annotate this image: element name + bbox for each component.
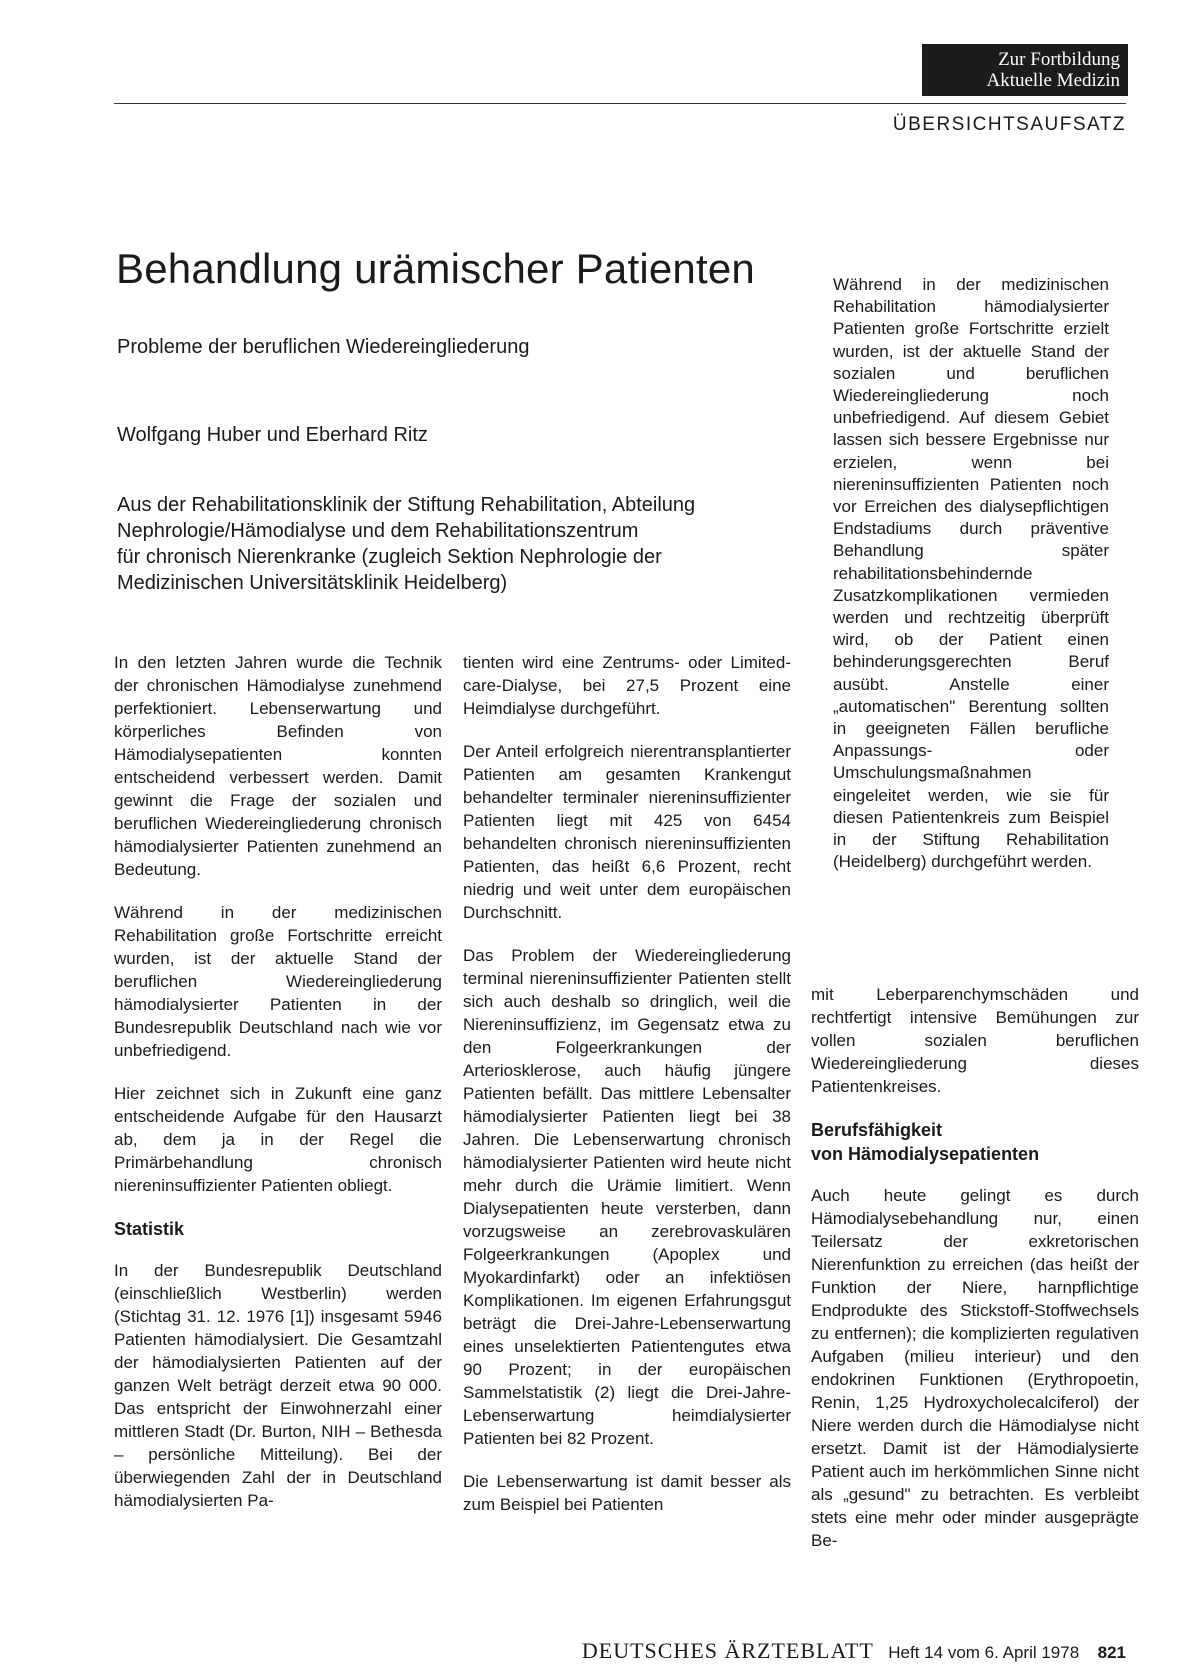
affiliation-line: für chronisch Nierenkranke (zugleich Sektion Nephrologie der [117, 546, 662, 568]
paragraph: Das Problem der Wiedereingliederung terminal niereninsuffizienter Patienten stellt sich auch deshalb so dringlich, weil die Niereninsuffizienz, im Gegensatz etwa zu den Folgeerkrankungen der Arteriosklerose, auch häufig jüngere Patienten befällt. Das mittlere Lebensalter hämodialysierter Patienten liegt bei 38 Jahren. Die Lebenserwartung chronisch hämodialysierter Patienten wird heute nicht mehr durch die Urämie limitiert. Wenn Dialysepatienten heute versterben, dann vorzugsweise an zerebrovaskulären Folgeerkrankungen (Apoplex und Myokardinfarkt) oder an infektiösen Komplikationen. Im eigenen Erfahrungsgut beträgt die Drei-Jahre-Lebenserwartung eines unselektierten Patientengutes etwa 90 Prozent; in der europäischen Sammelstatistik (2) liegt die Drei-Jahre-Lebenserwartung heimdialysierter Patienten bei 82 Prozent. [463, 946, 791, 1448]
body-column-2 [463, 651, 791, 1536]
affiliation-line: Aus der Rehabilitationsklinik der Stiftung Rehabilitation, Abteilung [117, 494, 696, 516]
page-footer [582, 1638, 1126, 1664]
paragraph: Während in der medizinischen Rehabilitation große Fortschritte erreicht wurden, ist der aktuelle Stand der beruflichen Wiedereingliederung hämodialysierter Patienten in der Bundesrepublik Deutschland nach wie vor unbefriedigend. [114, 903, 442, 1060]
paragraph: Der Anteil erfolgreich nierentransplantierter Patienten am gesamten Krankengut behandelter terminaler niereninsuffizienter Patienten liegt mit 425 von 6454 behandelten chronisch niereninsuffizienten Patienten, das heißt 6,6 Prozent, recht niedrig und weit unter dem europäischen Durchschnitt. [463, 742, 791, 922]
article-title: Behandlung urämischer Patienten [116, 245, 755, 292]
issue-info: Heft 14 vom 6. April 1978 [888, 1643, 1080, 1662]
section-label: ÜBERSICHTSAUFSATZ [892, 114, 1126, 135]
paragraph: tienten wird eine Zentrums- oder Limited-care-Dialyse, bei 27,5 Prozent eine Heimdialyse durchgeführt. [463, 653, 791, 718]
article-authors: Wolfgang Huber und Eberhard Ritz [117, 424, 428, 446]
paragraph: In den letzten Jahren wurde die Technik der chronischen Hämodialyse zunehmend perfektioniert. Lebenserwartung und körperliches Befinden von Hämodialysepatienten konnten entscheidend verbessert werden. Damit gewinnt die Frage der sozialen und beruflichen Wiedereingliederung chronisch hämodialysierter Patienten zunehmend an Bedeutung. [114, 653, 442, 879]
paragraph: Die Lebenserwartung ist damit besser als zum Beispiel bei Patienten [463, 1472, 791, 1514]
article-subtitle: Probleme der beruflichen Wiedereingliederung [117, 336, 530, 358]
affiliation-line: Nephrologie/Hämodialyse und dem Rehabilitationszentrum [117, 520, 639, 542]
rubric-line-2: Aktuelle Medizin [986, 70, 1120, 91]
heading-line: Berufsfähigkeit [811, 1120, 943, 1140]
header-rule [114, 103, 1126, 104]
paragraph: In der Bundesrepublik Deutschland (einschließlich Westberlin) werden (Stichtag 31. 12. 1976 [1]) insgesamt 5946 Patienten hämodialysiert. Die Gesamtzahl der hämodialysierten Patienten auf der ganzen Welt beträgt derzeit etwa 90 000. Das entspricht der Einwohnerzahl einer mittleren Stadt (Dr. Burton, NIH – Bethesda – persönliche Mitteilung). Bei der überwiegenden Zahl der in Deutschland hämodialysierten Pa- [114, 1261, 442, 1510]
abstract-sidebar: Während in der medizinischen Rehabilitation hämodialysierter Patienten große Fortschritte erzielt wurden, ist der aktuelle Stand der sozialen und beruflichen Wiedereingliederung noch unbefriedigend. Auf diesem Gebiet lassen sich bessere Ergebnisse nur erzielen, wenn bei niereninsuffizienten Patienten noch vor Erreichen des dialysepflichtigen Endstadiums durch präventive Behandlung später rehabilitationsbehindernde Zusatzkomplikationen vermieden werden und rechtzeitig überprüft wird, ob der Patient einen behinderungsgerechten Beruf ausübt. Anstelle einer „automatischen" Berentung sollten in geeigneten Fällen berufliche Anpassungs- oder Umschulungsmaßnahmen eingeleitet werden, wie sie für diesen Patientenkreis zum Beispiel in der Stiftung Rehabilitation (Heidelberg) durchgeführt werden. [833, 275, 1109, 872]
heading-line: von Hämodialysepatienten [811, 1144, 1040, 1164]
paragraph: Auch heute gelingt es durch Hämodialysebehandlung nur, einen Teilersatz der exkretorischen Nierenfunktion zu erreichen (das heißt der Funktion der Niere, harnpflichtige Endprodukte des Stickstoff-Stoffwechsels zu entfernen); die komplizierten regulativen Aufgaben (milieu interieur) und den endokrinen Funktionen (Erythropoetin, Renin, 1,25 Hydroxycholecalciferol) der Niere werden durch die Hämodialyse nicht ersetzt. Damit ist der Hämodialysierte Patient auch im herkömmlichen Sinne nicht als „gesund" zu betrachten. Es verbleibt stets eine mehr oder minder ausgeprägte Be- [811, 1186, 1139, 1550]
body-column-1 [114, 651, 442, 1532]
affiliation-line: Medizinischen Universitätsklinik Heidelberg) [117, 572, 508, 594]
body-column-3 [811, 983, 1139, 1572]
affiliation [117, 492, 807, 596]
paragraph: mit Leberparenchymschäden und rechtfertigt intensive Bemühungen zur vollen sozialen beruflichen Wiedereingliederung dieses Patientenkreises. [811, 985, 1139, 1096]
journal-name: DEUTSCHES ÄRZTEBLATT [581, 1638, 874, 1663]
paragraph: Hier zeichnet sich in Zukunft eine ganz entscheidende Aufgabe für den Hausarzt ab, dem ja in der Regel die Primärbehandlung chronisch niereninsuffizienter Patienten obliegt. [114, 1084, 442, 1195]
rubric-badge [922, 44, 1128, 96]
section-heading-statistik: Statistik [114, 1219, 185, 1239]
page-number: 821 [1097, 1643, 1126, 1662]
section-heading-berufsfaehigkeit [811, 1118, 1139, 1166]
rubric-line-1: Zur Fortbildung [998, 49, 1120, 70]
